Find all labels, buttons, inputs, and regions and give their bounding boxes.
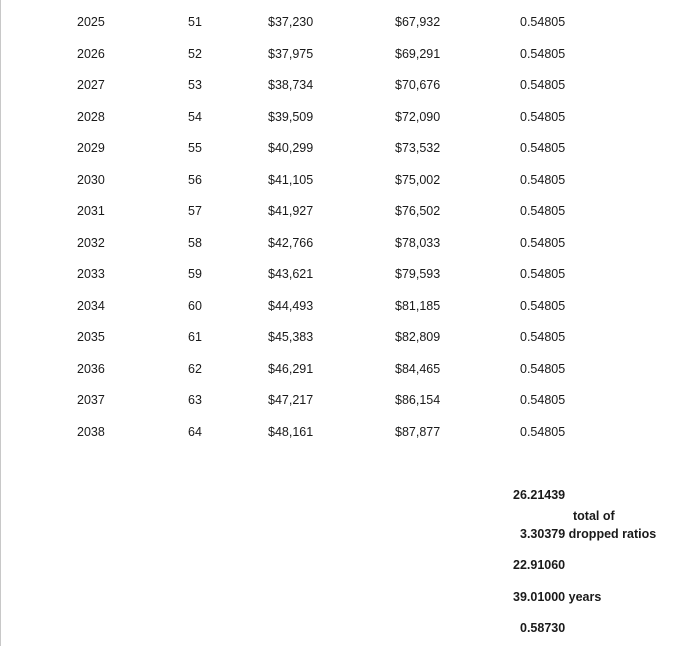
amount-a-cell: $47,217: [268, 393, 314, 407]
table-row: [0, 330, 692, 350]
amount-a-cell: $37,230: [268, 15, 314, 29]
ratio-cell: 0.54805: [520, 298, 566, 313]
age-cell: 53: [188, 78, 202, 92]
year-cell: 2028: [77, 109, 105, 124]
amount-b-cell: $69,291: [395, 46, 441, 61]
dropped-ratios-line: [520, 527, 656, 541]
amount-b-cell: $84,465: [395, 361, 441, 376]
year-cell: 2037: [77, 393, 105, 407]
amount-b-cell: $86,154: [395, 393, 441, 407]
age-cell: 57: [188, 204, 202, 218]
age-cell: 59: [188, 267, 202, 281]
sum-of-ratios: [513, 488, 565, 502]
sum-value: 26.21439: [513, 488, 566, 502]
amount-b-cell: $82,809: [395, 330, 441, 344]
year-cell: 2025: [77, 15, 105, 29]
amount-b-cell: $87,877: [395, 424, 441, 439]
age-cell: 56: [188, 172, 202, 187]
year-cell: 2034: [77, 298, 105, 313]
age-cell: 63: [188, 393, 202, 407]
amount-b-cell: $67,932: [395, 15, 441, 29]
ratio-cell: 0.54805: [520, 204, 566, 218]
ratio-cell: 0.54805: [520, 393, 566, 407]
amount-a-cell: $43,621: [268, 267, 314, 281]
age-cell: 51: [188, 15, 202, 29]
age-cell: 52: [188, 46, 202, 61]
ratio-cell: 0.54805: [520, 141, 566, 155]
amount-b-cell: $78,033: [395, 235, 441, 250]
amount-b-cell: $76,502: [395, 204, 441, 218]
ratio-cell: 0.54805: [520, 267, 566, 281]
table-row: [0, 236, 692, 256]
ratio-cell: 0.54805: [520, 15, 566, 29]
ratio-cell: 0.54805: [520, 172, 566, 187]
table-row: [0, 204, 692, 224]
amount-a-cell: $37,975: [268, 46, 314, 61]
year-cell: 2033: [77, 267, 105, 281]
year-cell: 2032: [77, 235, 105, 250]
amount-a-cell: $44,493: [268, 298, 314, 313]
table-row: [0, 110, 692, 130]
dropped-label: dropped ratios: [568, 527, 657, 541]
ratio-cell: 0.54805: [520, 78, 566, 92]
year-cell: 2031: [77, 204, 105, 218]
year-cell: 2026: [77, 46, 105, 61]
age-cell: 64: [188, 424, 202, 439]
table-row: [0, 299, 692, 319]
amount-a-cell: $45,383: [268, 330, 314, 344]
amount-a-cell: $40,299: [268, 141, 314, 155]
years-line: [513, 590, 601, 604]
amount-b-cell: $72,090: [395, 109, 441, 124]
amount-b-cell: $75,002: [395, 172, 441, 187]
amount-b-cell: $79,593: [395, 267, 441, 281]
amount-a-cell: $41,105: [268, 172, 314, 187]
table-row: [0, 47, 692, 67]
age-cell: 58: [188, 235, 202, 250]
years-value: 39.01000: [513, 590, 566, 604]
table-row: [0, 141, 692, 161]
amount-a-cell: $46,291: [268, 361, 314, 376]
age-cell: 62: [188, 361, 202, 376]
years-label: years: [568, 590, 602, 604]
ratio-cell: 0.54805: [520, 330, 566, 344]
age-cell: 61: [188, 330, 202, 344]
total-of-label: total of: [573, 509, 615, 523]
amount-a-cell: $39,509: [268, 109, 314, 124]
amount-b-cell: $70,676: [395, 78, 441, 92]
amount-b-cell: $73,532: [395, 141, 441, 155]
table-row: [0, 267, 692, 287]
net-value: 22.91060: [513, 558, 566, 572]
amount-a-cell: $38,734: [268, 78, 314, 92]
amount-a-cell: $48,161: [268, 424, 314, 439]
ratio-cell: 0.54805: [520, 109, 566, 124]
year-cell: 2035: [77, 330, 105, 344]
net-ratio-total: [513, 558, 565, 572]
dropped-value: 3.30379: [520, 527, 566, 541]
average-value: 0.58730: [520, 621, 566, 635]
table-row: [0, 78, 692, 98]
table-row: [0, 173, 692, 193]
amount-a-cell: $41,927: [268, 204, 314, 218]
year-cell: 2029: [77, 141, 105, 155]
table-row: [0, 15, 692, 35]
amount-a-cell: $42,766: [268, 235, 314, 250]
age-cell: 54: [188, 109, 202, 124]
year-cell: 2030: [77, 172, 105, 187]
table-row: [0, 425, 692, 445]
table-row: [0, 362, 692, 382]
ratio-cell: 0.54805: [520, 361, 566, 376]
table-row: [0, 393, 692, 413]
ratio-cell: 0.54805: [520, 235, 566, 250]
year-cell: 2027: [77, 78, 105, 92]
age-cell: 60: [188, 298, 202, 313]
ratio-cell: 0.54805: [520, 424, 566, 439]
amount-b-cell: $81,185: [395, 298, 441, 313]
year-cell: 2036: [77, 361, 105, 376]
average-ratio: [520, 621, 565, 635]
age-cell: 55: [188, 141, 202, 155]
year-cell: 2038: [77, 424, 105, 439]
ratio-cell: 0.54805: [520, 46, 566, 61]
